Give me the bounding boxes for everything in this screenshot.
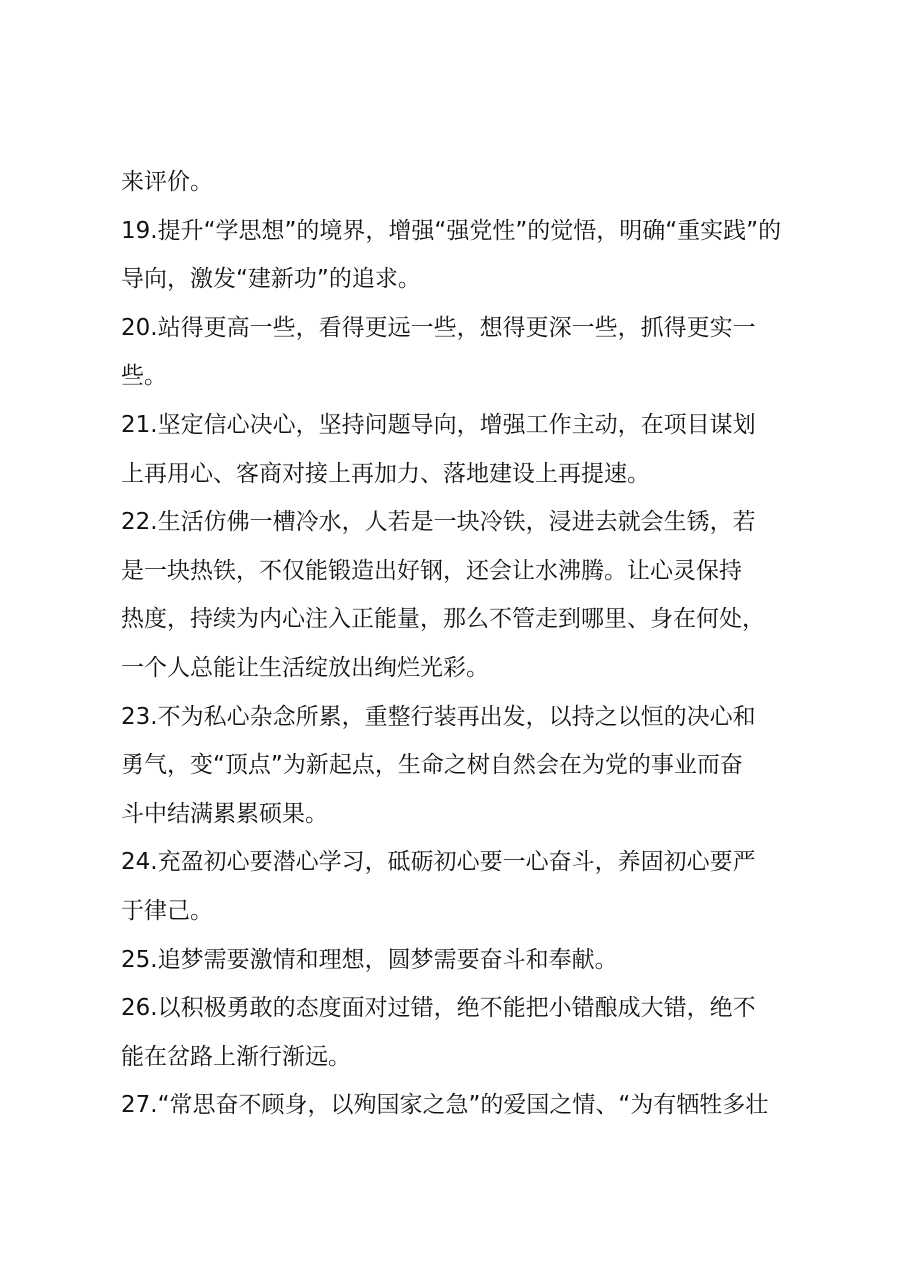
text-line: 26.以积极勇敢的态度面对过错，绝不能把小错酿成大错，绝不 — [121, 995, 756, 1022]
text-line: 能在岔路上渐行渐远。 — [121, 1043, 351, 1070]
text-line: 22.生活仿佛一槽冷水，人若是一块冷铁，浸进去就会生锈，若 — [121, 509, 756, 536]
text-line: 23.不为私心杂念所累，重整行装再出发，以持之以恒的决心和 — [121, 703, 756, 730]
text-line: 27.“常思奋不顾身，以殉国家之急”的爱国之情、“为有牺牲多壮 — [121, 1092, 769, 1119]
document-text — [121, 158, 811, 1130]
text-line: 于律己。 — [121, 897, 213, 924]
text-line: 一个人总能让生活绽放出绚烂光彩。 — [121, 654, 489, 681]
text-line: 导向，激发“建新功”的追求。 — [121, 266, 421, 293]
text-line: 25.追梦需要激情和理想，圆梦需要奋斗和奉献。 — [121, 946, 618, 973]
text-line: 是一块热铁，不仅能锻造出好钢，还会让水沸腾。让心灵保持 — [121, 557, 742, 584]
text-line: 21.坚定信心决心，坚持问题导向，增强工作主动，在项目谋划 — [121, 411, 756, 438]
text-line: 来评价。 — [121, 169, 213, 195]
text-line: 19.提升“学思想”的境界，增强“强党性”的觉悟，明确“重实践”的 — [121, 217, 782, 244]
text-line: 斗中结满累累硕果。 — [121, 800, 328, 827]
text-line: 勇气，变“顶点”为新起点，生命之树自然会在为党的事业而奋 — [121, 752, 743, 779]
text-line: 上再用心、客商对接上再加力、落地建设上再提速。 — [121, 460, 650, 487]
text-line: 24.充盈初心要潜心学习，砥砺初心要一心奋斗，养固初心要严 — [121, 849, 756, 876]
text-line: 热度，持续为内心注入正能量，那么不管走到哪里、身在何处， — [121, 606, 765, 633]
text-line: 20.站得更高一些，看得更远一些，想得更深一些，抓得更实一 — [121, 314, 756, 341]
text-line: 些。 — [121, 363, 167, 390]
